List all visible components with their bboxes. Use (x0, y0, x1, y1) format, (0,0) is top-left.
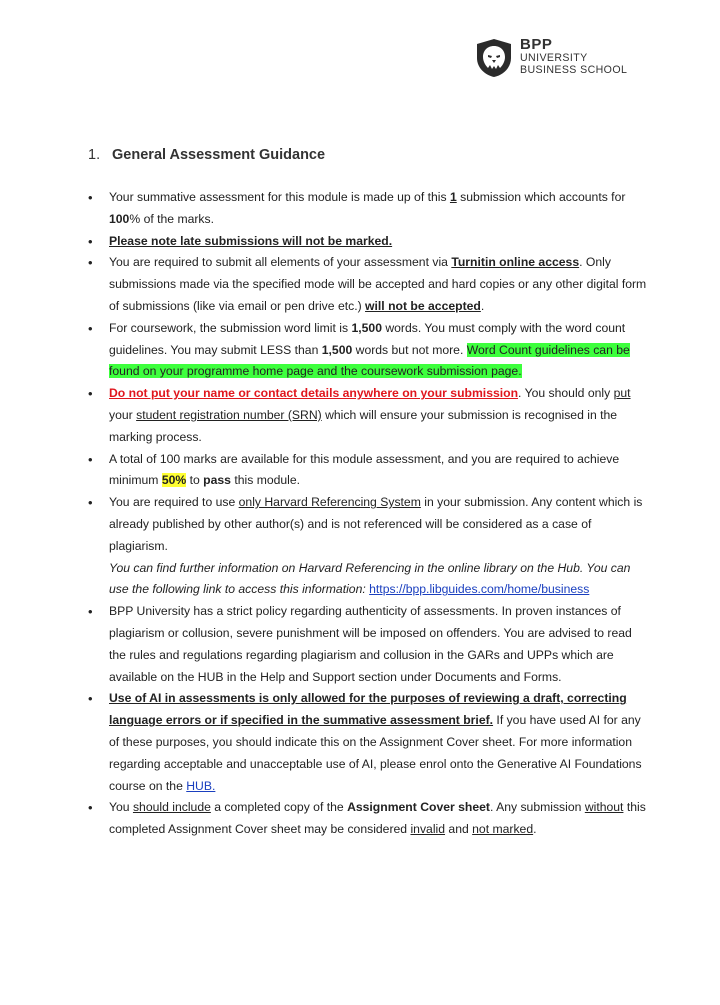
word-count-guidelines-highlight: Word Count guidelines can be found on your programme home page and the coursework submission page. (109, 342, 630, 379)
turnitin-access: Turnitin online access (451, 255, 580, 270)
logo-line-university: UNIVERSITY (520, 52, 588, 64)
section-heading (88, 147, 325, 163)
hub-link[interactable]: HUB. (186, 778, 216, 793)
bullet-anonymity: • Do not put your name or contact details anywhere on your submission. You should only put your student registration number (SRN) which will ensure your submission is recognised in the marking process. (88, 383, 648, 448)
section-title: General Assessment Guidance (112, 147, 326, 163)
late-submissions-notice: Please note late submissions will not be marked. (109, 233, 393, 248)
bullet-word-limit: • For coursework, the submission word limit is 1,500 words. You must comply with the word count guidelines. You may submit LESS than 1,500 words but not more. Word Count guidelines can be found on your programme home page and the coursework submission page. (88, 318, 648, 383)
harvard-info-italic: You can find further information on Harvard Referencing in the online library on the Hub. You can use the following link to access this information: (109, 560, 631, 597)
bullet-authenticity: • BPP University has a strict policy regarding authenticity of assessments. In proven instances of plagiarism or collusion, severe punishment will be imposed on offenders. You are advised to read the rules and regulations regarding plagiarism and collusion in the GARs and UPPs which are available on the HUB in the Help and Support section under Documents and Forms. (88, 601, 648, 688)
libguides-link[interactable]: https://bpp.libguides.com/home/business (369, 582, 590, 597)
bullet-cover-sheet: • You should include a completed copy of the Assignment Cover sheet. Any submission without this completed Assignment Cover sheet may be considered invalid and not marked. (88, 797, 648, 841)
marks-percentage: 100 (109, 211, 130, 226)
ai-use-policy: Use of AI in assessments is only allowed for the purposes of reviewing a draft, correcting language errors or if specified in the summative assessment brief. (109, 691, 627, 728)
cover-sheet-text: Assignment Cover sheet (347, 800, 490, 815)
srn-text: student registration number (SRN) (136, 407, 322, 422)
bullet-summative-assessment: • Your summative assessment for this module is made up of this 1 submission which accounts for 100% of the marks. (88, 187, 648, 231)
pass-mark-highlight: 50% (161, 473, 187, 488)
bullet-submission-mode: • You are required to submit all elements of your assessment via Turnitin online access. Only submissions made via the specified mode will be accepted and hard copies or any other digital form of submissions (like via email or pen drive etc.) will not be accepted. (88, 252, 648, 317)
guidance-list (88, 187, 648, 841)
logo-brand: BPP (520, 36, 553, 53)
lion-head-shield-icon (474, 38, 514, 78)
bullet-pass-mark: • A total of 100 marks are available for this module assessment, and you are required to achieve minimum 50% to pass this module. (88, 449, 648, 493)
no-name-warning: Do not put your name or contact details anywhere on your submission (109, 386, 519, 401)
logo-line-business-school: BUSINESS SCHOOL (520, 64, 628, 76)
harvard-referencing-text: only Harvard Referencing System (238, 495, 421, 510)
not-accepted-notice: will not be accepted (365, 298, 481, 313)
submission-count: 1 (449, 190, 457, 204)
section-number: 1. (88, 147, 101, 163)
word-limit-repeat: 1,500 (321, 342, 353, 357)
word-limit: 1,500 (351, 320, 382, 335)
bullet-harvard-referencing: • You are required to use only Harvard Referencing System in your submission. Any content which is already published by other author(s) and is not referenced will be considered as a case of plagiarism. You can find further information on Harvard Referencing in the online library on the Hub. You can use the following link to access this information: https://bpp.libguides.com/home/business (88, 492, 648, 601)
bullet-late-submissions (88, 231, 648, 253)
bpp-logo (474, 38, 627, 78)
bullet-ai-use: • Use of AI in assessments is only allowed for the purposes of reviewing a draft, correcting language errors or if specified in the summative assessment brief. If you have used AI for any of these purposes, you should indicate this on the Assignment Cover sheet. For more information regarding acceptable and unacceptable use of AI, please enrol onto the Generative AI Foundations course on the HUB. (88, 688, 648, 797)
